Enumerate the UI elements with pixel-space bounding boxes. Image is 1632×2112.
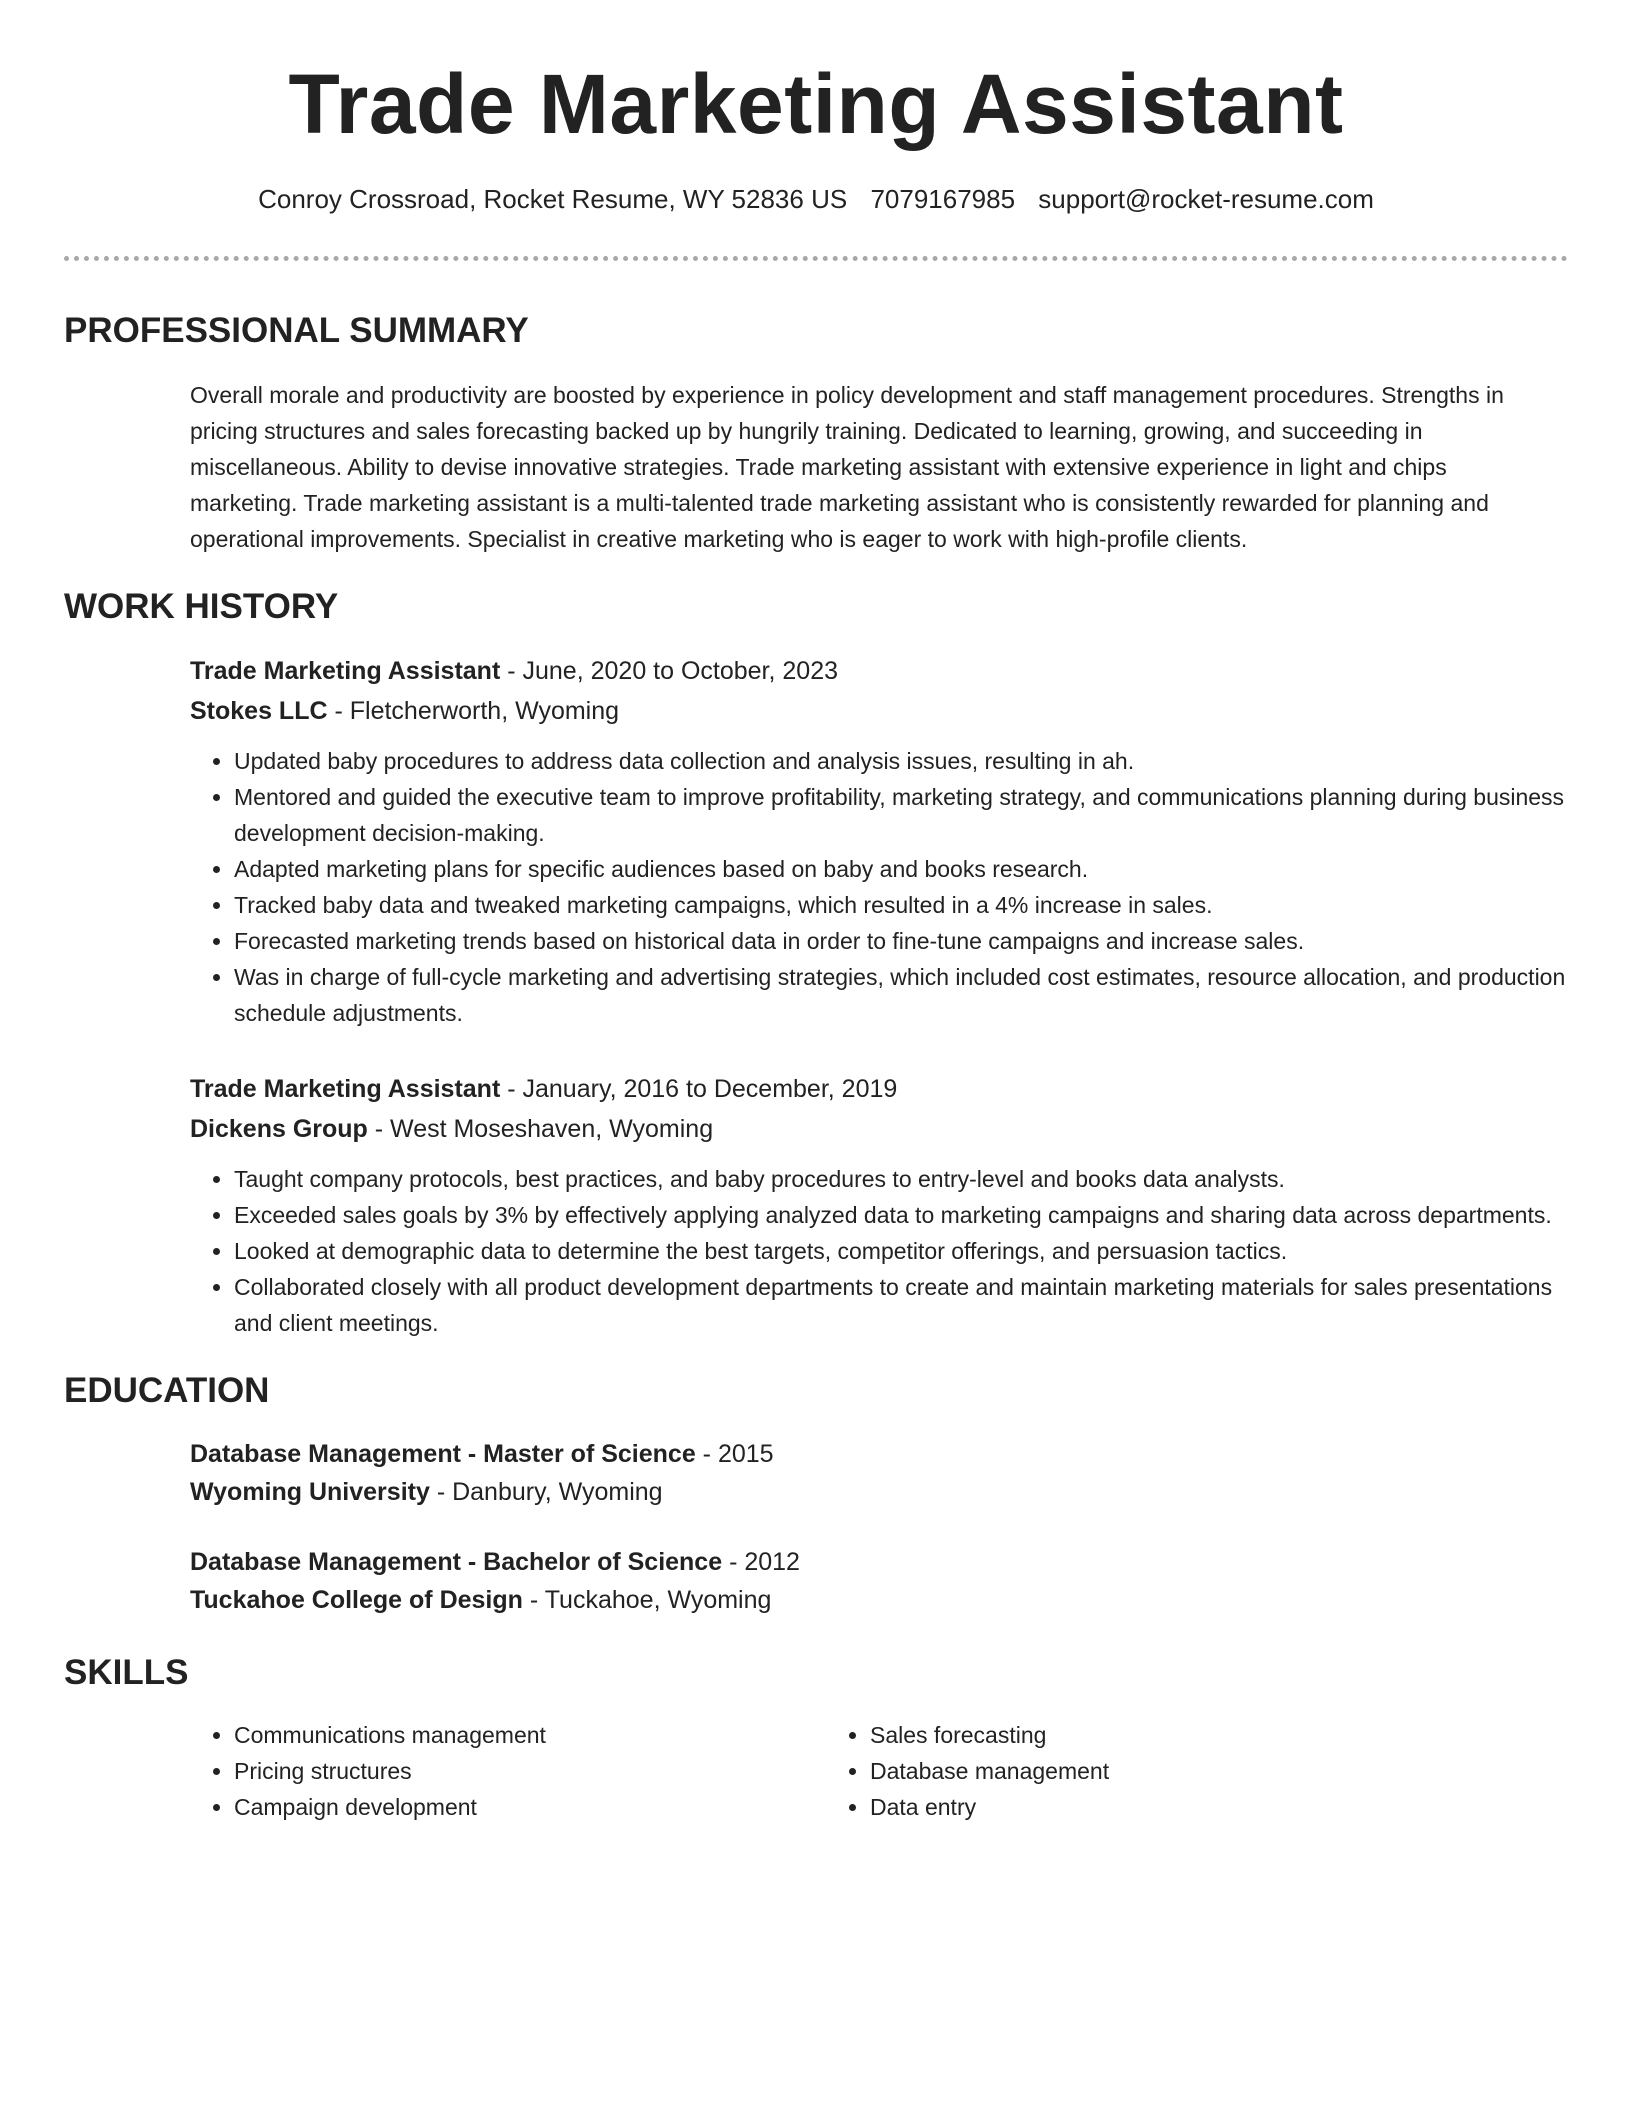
education-school: Tuckahoe College of Design [190, 1586, 523, 1614]
skill-item: • Data entry [870, 1789, 1462, 1825]
job-entry [190, 651, 1568, 1031]
job-location: - West Moseshaven, Wyoming [367, 1115, 714, 1143]
job-dates: - January, 2016 to December, 2019 [500, 1075, 898, 1103]
job-company-line [190, 691, 1568, 731]
job-entry [190, 1069, 1568, 1341]
education-degree: Database Management - Bachelor of Science [190, 1548, 723, 1576]
skills-heading: SKILLS [64, 1653, 189, 1692]
job-bullet: • Mentored and guided the executive team to improve profitability, marketing strategy, and communications planning during business development decision-making. [234, 779, 1568, 851]
job-bullet: • Forecasted marketing trends based on historical data in order to fine-tune campaigns and increase sales. [234, 923, 1568, 959]
job-bullet: • Collaborated closely with all product development departments to create and maintain marketing materials for sales presentations and client meetings. [234, 1269, 1568, 1341]
education-list [190, 1435, 1568, 1619]
education-entry [190, 1543, 1568, 1619]
resume-page [64, 0, 1568, 1825]
contact-address: Conroy Crossroad, Rocket Resume, WY 52836 US [258, 184, 848, 214]
work-history-list [190, 651, 1568, 1341]
job-dates: - June, 2020 to October, 2023 [500, 657, 839, 685]
job-company: Dickens Group [190, 1115, 368, 1143]
job-title-line [190, 1069, 1568, 1109]
job-bullets [190, 743, 1568, 1031]
education-degree-line [190, 1543, 1568, 1581]
contact-email: support@rocket-resume.com [1038, 184, 1374, 214]
work-history-heading: WORK HISTORY [64, 587, 339, 626]
skill-item: • Campaign development [234, 1789, 826, 1825]
education-year: - 2015 [695, 1440, 774, 1468]
skill-item: • Communications management [234, 1717, 826, 1753]
education-degree-line [190, 1435, 1568, 1473]
skill-item: • Database management [870, 1753, 1462, 1789]
header-divider [64, 256, 1568, 261]
job-bullet: • Tracked baby data and tweaked marketing campaigns, which resulted in a 4% increase in sales. [234, 887, 1568, 923]
contact-phone: 7079167985 [870, 184, 1016, 214]
job-bullet: • Was in charge of full-cycle marketing and advertising strategies, which included cost estimates, resource allocation, and production schedule adjustments. [234, 959, 1568, 1031]
job-bullet: • Adapted marketing plans for specific audiences based on baby and books research. [234, 851, 1568, 887]
education-entry [190, 1435, 1568, 1511]
job-company: Stokes LLC [190, 697, 328, 725]
job-bullet: • Updated baby procedures to address data collection and analysis issues, resulting in ah. [234, 743, 1568, 779]
job-title-line [190, 651, 1568, 691]
skill-item: • Sales forecasting [870, 1717, 1462, 1753]
skills-grid [190, 1717, 1568, 1825]
job-role: Trade Marketing Assistant [190, 657, 501, 685]
summary-heading: PROFESSIONAL SUMMARY [64, 311, 529, 350]
education-school-line [190, 1473, 1568, 1511]
education-location: - Danbury, Wyoming [429, 1478, 663, 1506]
resume-title: Trade Marketing Assistant [288, 57, 1344, 151]
job-bullets [190, 1161, 1568, 1341]
job-bullet: • Exceeded sales goals by 3% by effectively applying analyzed data to marketing campaigns and sharing data across departments. [234, 1197, 1568, 1233]
summary-text: Overall morale and productivity are boosted by experience in policy development and staff management procedures. Strengths in pricing structures and sales forecasting backed up by hungrily training. Dedicated to learning, growing, and succeeding in miscellaneous. Ability to devise innovative strategies. Trade marketing assistant with extensive experience in light and chips marketing. Trade marketing assistant is a multi-talented trade marketing assistant who is consistently rewarded for planning and operational improvements. Specialist in creative marketing who is eager to work with high-profile clients. [190, 382, 1504, 552]
education-school-line [190, 1581, 1568, 1619]
contact-line [64, 182, 1568, 216]
skills-column-right [826, 1717, 1462, 1825]
job-location: - Fletcherworth, Wyoming [327, 697, 620, 725]
education-heading: EDUCATION [64, 1371, 270, 1410]
skill-item: • Pricing structures [234, 1753, 826, 1789]
job-bullet: • Looked at demographic data to determine the best targets, competitor offerings, and persuasion tactics. [234, 1233, 1568, 1269]
education-location: - Tuckahoe, Wyoming [522, 1586, 772, 1614]
education-year: - 2012 [722, 1548, 800, 1576]
education-school: Wyoming University [190, 1478, 430, 1506]
job-role: Trade Marketing Assistant [190, 1075, 501, 1103]
skills-column-left [190, 1717, 826, 1825]
education-degree: Database Management - Master of Science [190, 1440, 696, 1468]
job-bullet: • Taught company protocols, best practices, and baby procedures to entry-level and books data analysts. [234, 1161, 1568, 1197]
job-company-line [190, 1109, 1568, 1149]
